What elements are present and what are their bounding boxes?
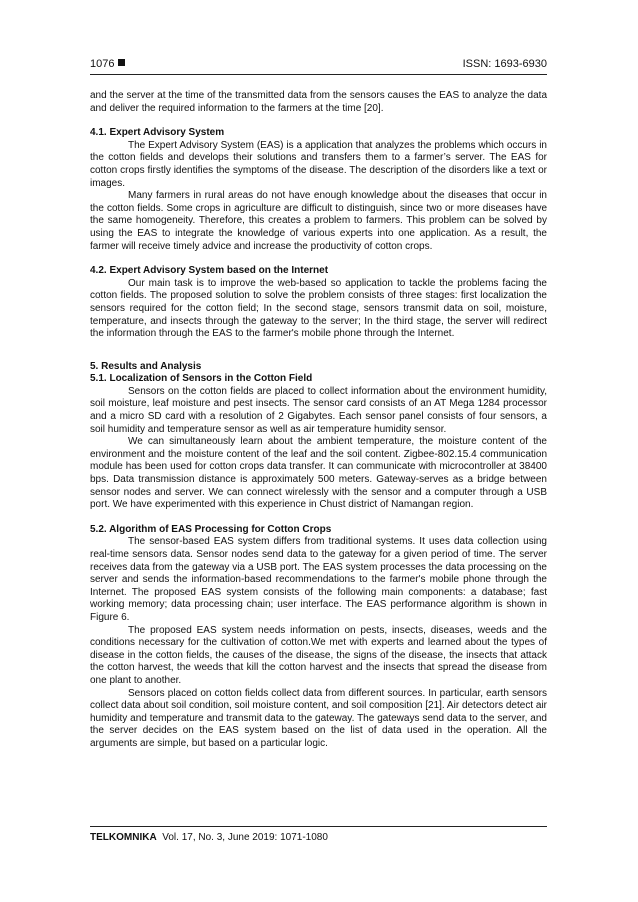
section-5-2-paragraph-1: The sensor-based EAS system differs from traditional systems. It uses data collection using real-time sensors data. Sensor nodes send data to the gateway for a given period of time. The server receives data from the gateway via a USB port. The EAS system processes the data processing on the server and sends the information-based recommendations to the farmer's mobile phone through the Internet. The proposed EAS system consists of the following main components: a database; fast working memory; data processing chain; user interface. The EAS performance algorithm is shown in Figure 6. (90, 536, 547, 623)
page-content (90, 90, 547, 751)
page-number: 1076 (90, 58, 115, 70)
header-left (90, 56, 125, 72)
section-4-1-paragraph-2: Many farmers in rural areas do not have enough knowledge about the diseases that occur in the cotton fields. Some crops in agriculture are difficult to distinguish, since two or more diseases have the same homogeneity. Therefore, this creates a problem to farmers. This problem can be solved by using the EAS to integrate the knowledge of various experts into one application. As a result, the farmer will receive timely advice and increase the productivity of cotton crops. (90, 190, 547, 252)
section-5-1-paragraph-2: We can simultaneously learn about the ambient temperature, the moisture content of the environment and the moisture content of the leaf and the soil content. Zigbee-802.15.4 communication module has been used for cotton crops data transfer. It can communicate with microcontroller at 38400 bps. Data transmission distance is approximately 500 meters. Gateway-serves as a bridge between sensor nodes and server. We can connect wirelessly with the sensor and a computer through a USB port. We have experimented with this experience in Chust district of Namangan region. (90, 436, 547, 511)
section-5-2-heading: 5.2. Algorithm of EAS Processing for Cotton Crops (90, 523, 332, 535)
section-4-2-paragraph-1: Our main task is to improve the web-based so application to tackle the problems facing the cotton fields. The proposed solution to solve the problem consists of three stages: first localization the sensors required for the cotton field; In the second stage, sensors transmit data on soil, moisture, temperature, and insects through the gateway to the server; In the third stage, the server will redirect the information through the EAS to the farmer's mobile phone through the Internet. (90, 277, 547, 340)
journal-citation: Vol. 17, No. 3, June 2019: 1071-1080 (162, 832, 328, 843)
section-5-2-paragraph-2: The proposed EAS system needs information on pests, insects, diseases, weeds and the conditions necessary for the cultivation of cotton.We met with experts and learned about the types of disease in the cotton fields, the causes of the disease, the signs of the disease, the insects that attack the cotton harvest, the weeds that kill the cotton harvest and the insects that spread the disease from one plant to another. (90, 624, 547, 686)
square-bullet-icon (118, 59, 125, 66)
section-4-2-heading: 4.2. Expert Advisory System based on the Internet (90, 265, 329, 277)
page-footer (90, 826, 547, 845)
section-5-heading: 5. Results and Analysis (90, 360, 202, 372)
section-4-1-paragraph-1: The Expert Advisory System (EAS) is a application that analyzes the problems which occurs in the cotton fields and develops their solutions and transfers them to a farmer’s server. The EAS for cotton crops firstly identifies the symptoms of the disease. The description of the disorders like a text or images. (90, 139, 547, 189)
intro-paragraph: and the server at the time of the transmitted data from the sensors causes the EAS to analyze the data and deliver the required information to the farmers at the time [20]. (90, 90, 547, 114)
section-5-1-paragraph-1: Sensors on the cotton fields are placed to collect information about the environment humidity, soil moisture, leaf moisture and pest insects. The sensor card consists of an AT Mega 1284 processor and a micro SD card with a resolution of 2 Gigabytes. Each sensor panel consists of four sensors, a soil humidity and temperature sensor as well as air temperature humidity sensor. (90, 385, 547, 435)
paper-page (90, 0, 547, 902)
section-5-2-paragraph-3: Sensors placed on cotton fields collect data from different sources. In particular, earth sensors collect data about soil condition, soil moisture content, and soil composition [21]. Air detectors detect air humidity and temperature and transmit data to the gateway. The gateways send data to the server, and the server decides on the EAS system based on the list of data used in the operation. All the arguments are simple, but based on a particular logic. (90, 687, 547, 749)
section-5-1-heading: 5.1. Localization of Sensors in the Cotton Field (90, 373, 313, 385)
issn-label: ISSN: 1693-6930 (462, 58, 547, 70)
page-header (90, 52, 547, 75)
section-4-1-heading: 4.1. Expert Advisory System (90, 127, 225, 139)
journal-name: TELKOMNIKA (90, 832, 157, 843)
